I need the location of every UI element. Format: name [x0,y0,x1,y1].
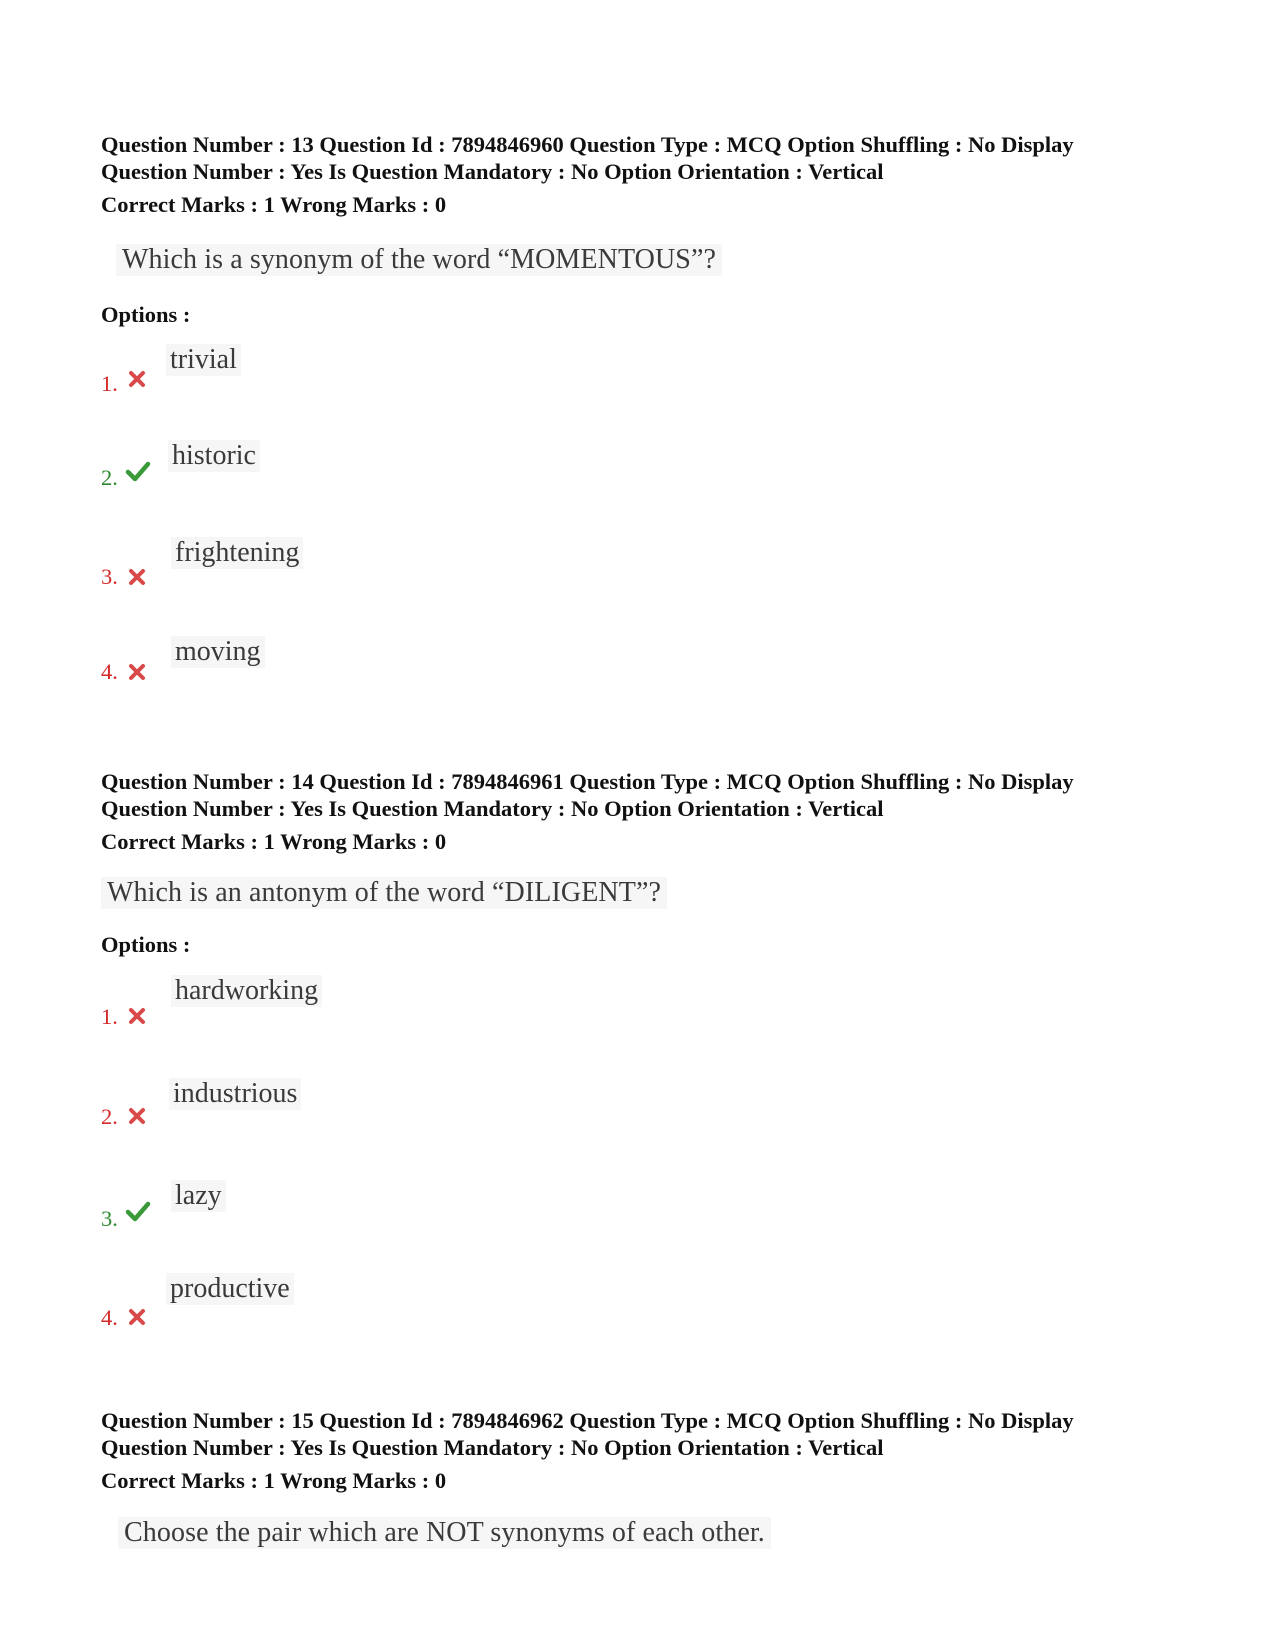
option-number: 3. [101,564,118,589]
cross-icon [126,661,148,683]
marks-line: Correct Marks : 1 Wrong Marks : 0 [101,1468,447,1493]
option-text[interactable]: hardworking [171,975,322,1007]
question-meta-line: Question Number : Yes Is Question Mandatory : No Option Orientation : Vertical [101,159,884,184]
question-15-meta [101,1407,1221,1494]
option-number: 1. [101,1004,118,1029]
option-text[interactable]: industrious [169,1078,301,1110]
option-number: 2. [101,465,118,490]
cross-icon [126,1105,148,1127]
option-text[interactable]: productive [166,1273,294,1305]
question-meta-line: Question Number : 14 Question Id : 7894846961 Question Type : MCQ Option Shuffling : No Display [101,769,1074,794]
question-13-meta [101,131,1221,218]
options-label: Options : [101,302,191,327]
question-text: Which is a synonym of the word “MOMENTOUS”? [116,244,722,276]
option-text[interactable]: frightening [171,537,303,569]
options-label: Options : [101,932,191,957]
option-number: 2. [101,1104,118,1129]
question-text: Which is an antonym of the word “DILIGENT”? [101,877,667,909]
option-text[interactable]: historic [168,440,260,472]
cross-icon [126,368,148,390]
question-text: Choose the pair which are NOT synonyms of each other. [118,1517,771,1549]
option-number: 4. [101,1305,118,1330]
cross-icon [126,566,148,588]
question-14-meta [101,768,1221,855]
question-meta-line: Question Number : Yes Is Question Mandatory : No Option Orientation : Vertical [101,796,884,821]
marks-line: Correct Marks : 1 Wrong Marks : 0 [101,829,447,854]
question-meta-line: Question Number : 15 Question Id : 7894846962 Question Type : MCQ Option Shuffling : No Display [101,1408,1074,1433]
option-text[interactable]: lazy [171,1180,226,1212]
question-meta-line: Question Number : 13 Question Id : 7894846960 Question Type : MCQ Option Shuffling : No Display [101,132,1074,157]
option-number: 4. [101,659,118,684]
option-text[interactable]: moving [171,636,265,668]
marks-line: Correct Marks : 1 Wrong Marks : 0 [101,192,447,217]
cross-icon [126,1306,148,1328]
option-text[interactable]: trivial [166,344,241,376]
check-icon [125,460,151,482]
option-number: 1. [101,371,118,396]
question-meta-line: Question Number : Yes Is Question Mandatory : No Option Orientation : Vertical [101,1435,884,1460]
option-number: 3. [101,1206,118,1231]
cross-icon [126,1005,148,1027]
check-icon [125,1200,151,1222]
